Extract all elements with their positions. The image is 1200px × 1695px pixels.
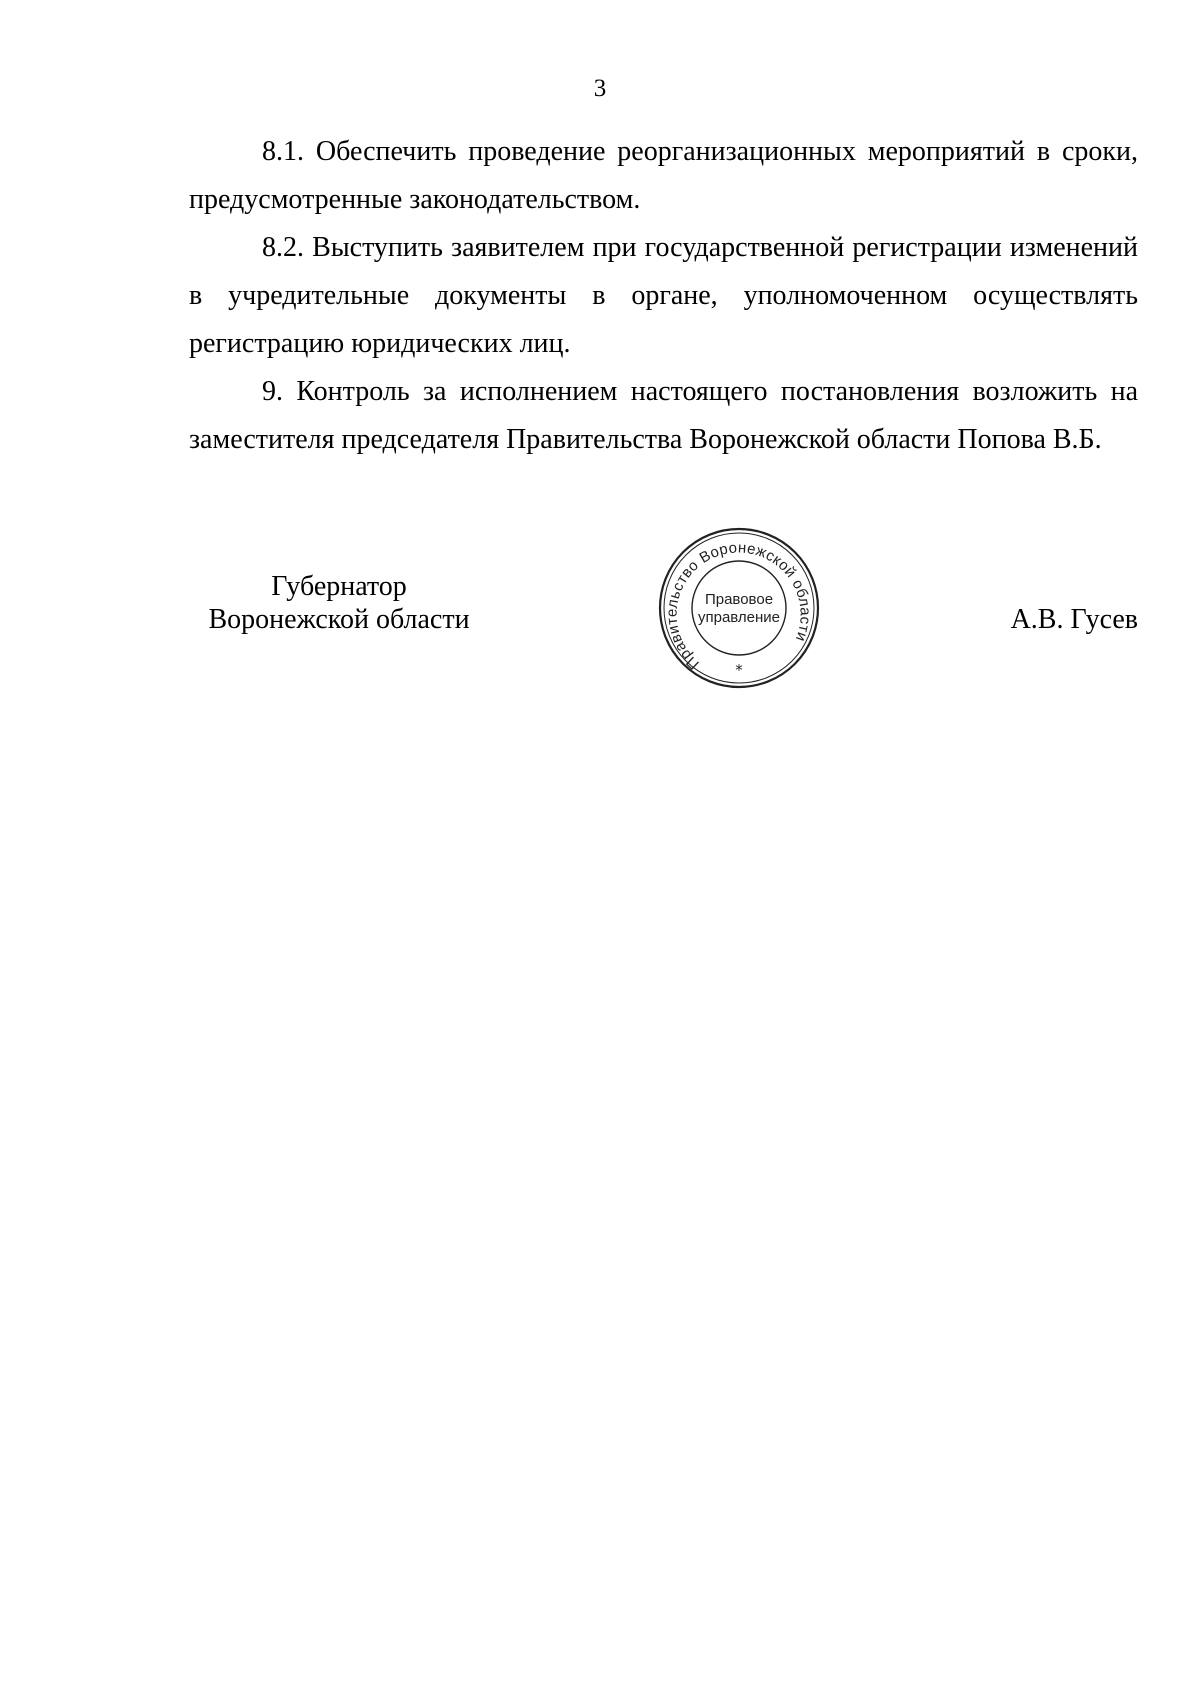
seal-graphic — [656, 525, 822, 691]
signatory-position: Губернатор — [271, 571, 407, 602]
seal-star-icon: * — [735, 661, 743, 679]
paragraph-8-1: 8.1. Обеспечить проведение реорганизационных мероприятий в сроки, предусмотренные законодательством. — [189, 136, 1138, 215]
official-seal — [656, 525, 822, 691]
seal-inner-ring — [692, 561, 786, 655]
signatory-name: А.В. Гусев — [1010, 604, 1138, 635]
paragraph-8-2: 8.2. Выступить заявителем при государственной регистрации изменений в учредительные документы в органе, уполномоченном осуществлять регистрацию юридических лиц. — [189, 232, 1138, 359]
paragraph-9: 9. Контроль за исполнением настоящего постановления возложить на заместителя председателя Правительства Воронежской области Попова В.Б. — [189, 376, 1138, 455]
seal-center-line-2: управление — [697, 609, 781, 626]
document-body — [189, 128, 1138, 464]
page-number: 3 — [593, 75, 607, 102]
signatory-region: Воронежской области — [208, 604, 470, 635]
seal-center-line-1: Правовое — [704, 591, 774, 608]
seal-ring-text: Правительство Воронежской области — [663, 539, 814, 673]
signatory-title — [189, 570, 489, 636]
